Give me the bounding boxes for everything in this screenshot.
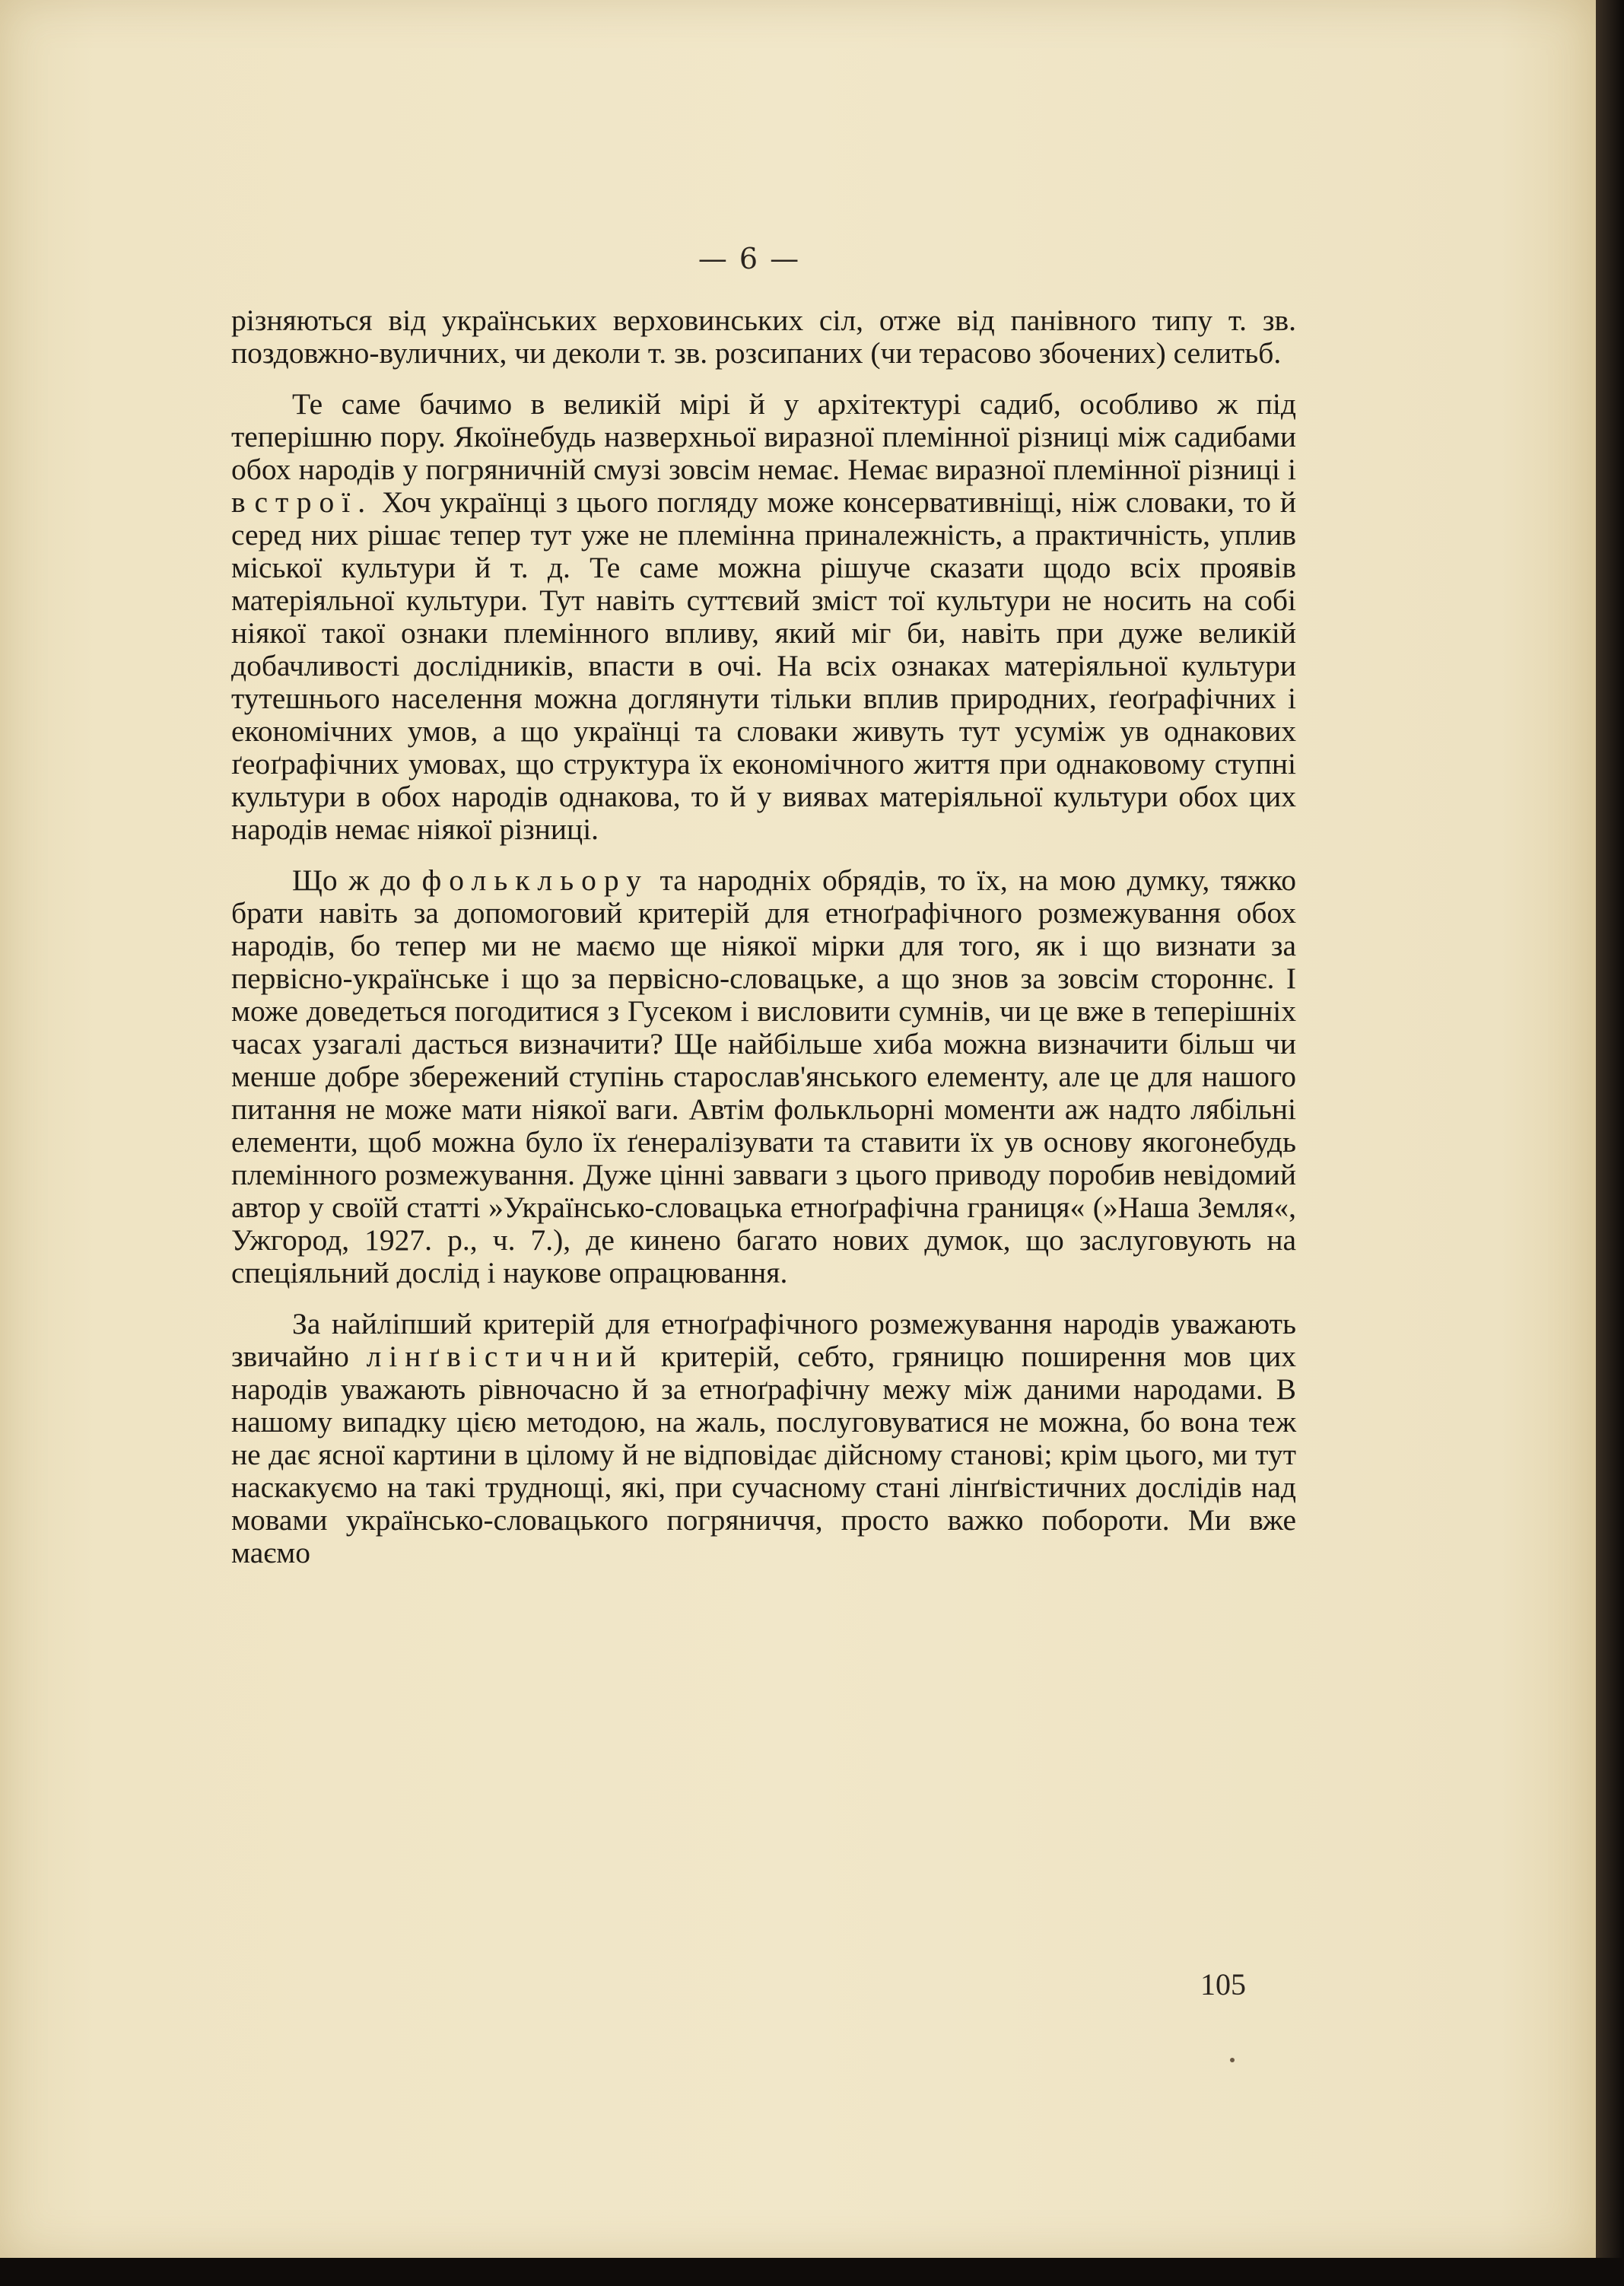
- paragraph-2-spaced-term: строї.: [254, 485, 373, 519]
- paragraph-2-after: Хоч українці з цього погляду може консервативніщі, ніж словаки, то й серед них рішає тепер тут уже не племінна приналежність, а практичність, уплив міської культури й т. д. Те саме можна рішуче сказати щодо всіх проявів матеріяльної культури. Тут навіть суттєвий зміст тої культури не носить на собі ніякої такої ознаки племінного впливу, який міг би, навіть при дуже великій добачливості дослідників, впасти в очі. На всіх ознаках матеріяльної культури тутешнього населення можна доглянути тільки вплив природних, ґеоґрафічних і економічних умов, а що українці та словаки живуть тут усуміж ув однакових ґеоґрафічних умовах, що структура їх економічного життя при однаковому ступні культури в обох народів однакова, то й у виявах матеріяльної культури обох цих народів немає ніякої різниці.: [231, 485, 1296, 846]
- body-text: [231, 304, 1296, 1588]
- paragraph-2: [231, 388, 1296, 846]
- paragraph-2-before: Те саме бачимо в великій мірі й у архітектурі садиб, особливо ж під теперішню пору. Якоїнебудь назверхньої виразної племінної різниці між садибами обох народів у погряничній смузі зовсім немає. Немає виразної племінної різниці і в: [231, 387, 1296, 519]
- paragraph-4-before: За найліпший критерій для етноґрафічного розмежування народів уважають звичайно: [231, 1307, 1296, 1373]
- paper-speck: [1230, 2058, 1235, 2062]
- paragraph-4: [231, 1308, 1296, 1569]
- running-head: — 6 —: [698, 242, 801, 275]
- paragraph-1-text: різняються від українських верховинських сіл, отже від панівного типу т. зв. поздовжно-вуличних, чи деколи т. зв. розсипаних (чи терасово збочених) селитьб.: [231, 304, 1296, 370]
- paragraph-3-spaced-term: фолькльору: [421, 863, 649, 897]
- scan-bottom-edge: [0, 2258, 1624, 2286]
- paragraph-4-after: критерій, себто, гряницю поширення мов цих народів уважають рівночасно й за етноґрафічну межу між даними народами. В нашому випадку цією методою, на жаль, послуговуватися не можна, бо вона теж не дає ясної картини в цілому й не відповідає дійсному станові; крім цього, ми тут наскакуємо на такі труднощі, які, при сучасному стані лінґвістичних дослідів над мовами українсько-словацького погряниччя, просто важко побороти. Ми вже маємо: [231, 1340, 1296, 1569]
- paragraph-4-spaced-term: лінґвістичний: [366, 1340, 644, 1373]
- paragraph-3-after: та народніх обрядів, то їх, на мою думку, тяжко брати навіть за допомоговий критерій для етноґрафічного розмежування обох народів, бо тепер ми не маємо ще ніякої мірки для того, як і що визнати за первісно-українське і що за первісно-словацьке, а що знов за зовсім стороннє. І може доведеться погодитися з Гусеком і висловити сумнів, чи це вже в теперішніх часах узагалі дасться визначити? Ще найбільше хиба можна визначити більш чи менше добре збережений ступінь старослав'янського елементу, але це для нашого питання не може мати ніякої ваги. Автім фолькльорні моменти аж надто лябільні елементи, щоб можна було їх ґенералізувати та ставити їх ув основу якогонебудь племінного розмежування. Дуже цінні завваги з цього приводу поробив невідомий автор у своїй статті »Українсько-словацька етноґрафічна границя« (»Наша Земля«, Ужгород, 1927. р., ч. 7.), де кинено багато нових думок, що заслуговують на спеціяльний дослід і наукове опрацювання.: [231, 863, 1296, 1289]
- scan-right-edge: [1596, 0, 1624, 2286]
- paragraph-3-before: Що ж до: [292, 863, 422, 897]
- page-number: 105: [1200, 1967, 1246, 2001]
- paragraph-1: [231, 304, 1296, 370]
- paragraph-3: [231, 864, 1296, 1289]
